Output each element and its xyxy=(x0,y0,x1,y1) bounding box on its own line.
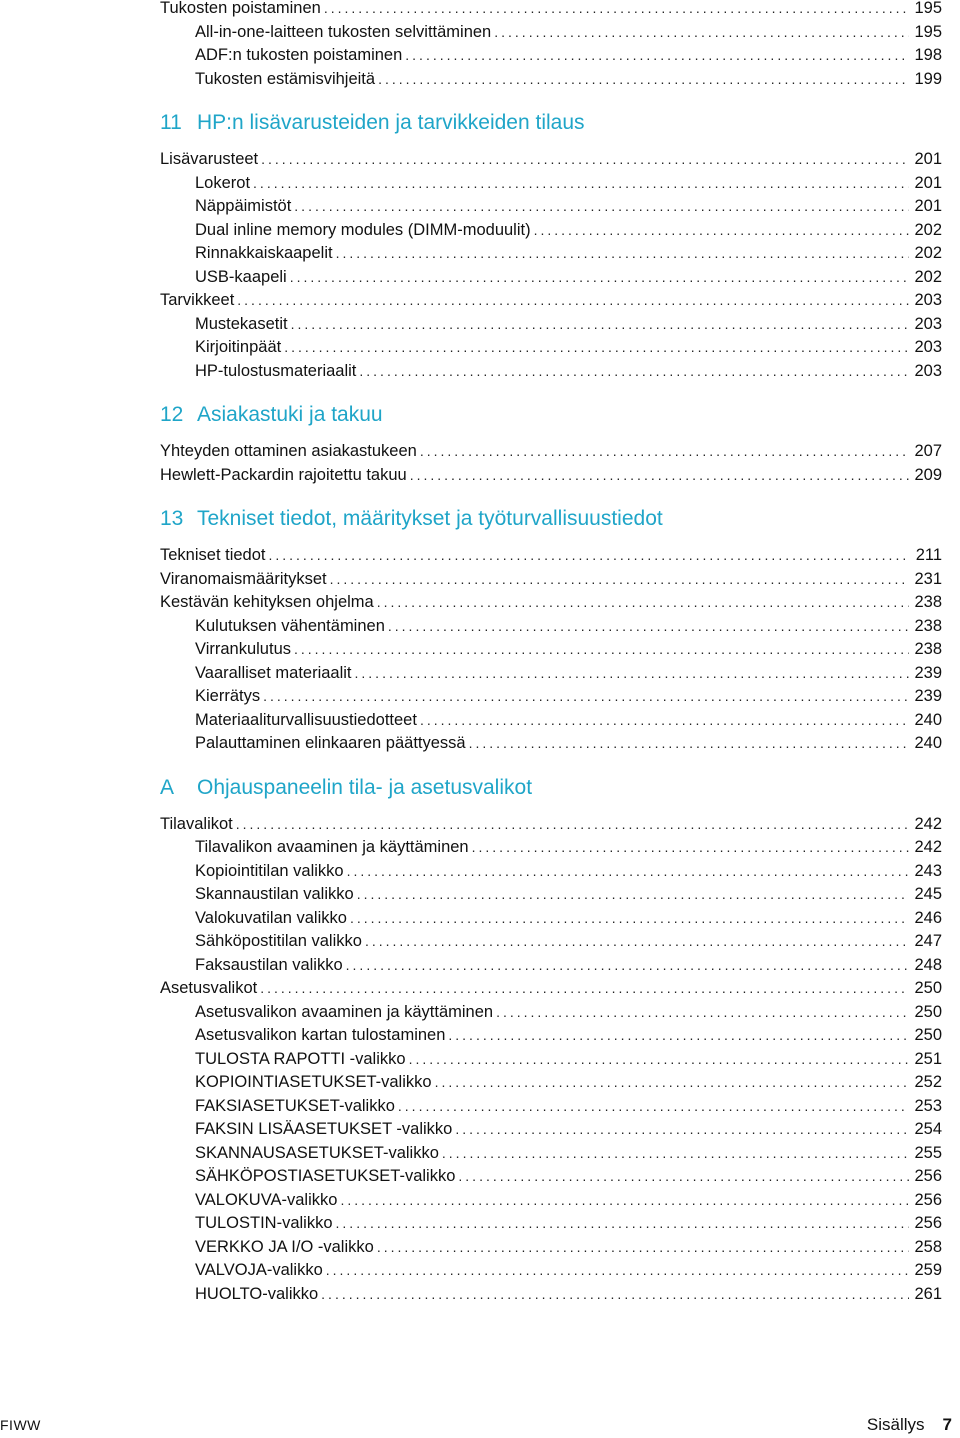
entry-title: Kirjoitinpäät xyxy=(195,338,282,356)
toc-entry[interactable] xyxy=(160,0,942,19)
toc-entry[interactable] xyxy=(160,464,942,486)
entry-title: VERKKO JA I/O -valikko xyxy=(195,1237,374,1256)
entry-page-number: 239 xyxy=(914,663,942,682)
dot-leader xyxy=(294,638,909,660)
toc-subentry[interactable] xyxy=(195,907,942,929)
chapter-title: Asiakastuki ja takuu xyxy=(197,403,383,426)
entry-title: Materiaaliturvallisuustiedotteet xyxy=(195,710,417,729)
toc-subentry[interactable] xyxy=(195,219,942,241)
entry-page-number: 211 xyxy=(915,546,942,564)
toc-subentry[interactable] xyxy=(195,638,942,660)
toc-subentry[interactable] xyxy=(195,1236,942,1258)
entry-title: Asetusvalikon avaaminen ja käyttäminen xyxy=(195,1002,494,1021)
entry-page-number: 238 xyxy=(914,640,942,658)
footer-section-label: Sisällys xyxy=(866,1415,925,1434)
dot-leader xyxy=(357,883,909,905)
dot-leader xyxy=(326,1259,909,1281)
dot-leader xyxy=(458,1165,909,1187)
entry-title: VALOKUVA-valikko xyxy=(195,1190,338,1209)
dot-leader xyxy=(455,1118,909,1140)
entry-title: All-in-one-laitteen tukosten selvittäminen xyxy=(195,22,492,41)
entry-title: Sähköpostitilan valikko xyxy=(195,932,362,950)
dot-leader xyxy=(377,591,909,613)
entry-title: Virrankulutus xyxy=(195,640,291,658)
toc-subentry[interactable] xyxy=(195,685,942,707)
entry-page-number: 201 xyxy=(914,197,942,215)
dot-leader xyxy=(410,464,909,486)
entry-page-number: 239 xyxy=(914,687,942,705)
dot-leader xyxy=(534,219,909,241)
entry-page-number: 199 xyxy=(914,69,942,88)
page-footer xyxy=(0,1413,960,1437)
entry-title: Tukosten poistaminen xyxy=(160,0,321,17)
toc-subentry[interactable] xyxy=(195,954,942,976)
footer-section xyxy=(867,1413,952,1437)
entry-title: Tekniset tiedot xyxy=(160,546,266,564)
dot-leader xyxy=(355,662,909,684)
chapter-heading[interactable] xyxy=(160,773,942,803)
dot-leader xyxy=(291,313,909,335)
dot-leader xyxy=(388,615,909,637)
dot-leader xyxy=(294,195,909,217)
toc-entry[interactable] xyxy=(160,591,942,613)
entry-title: Mustekasetit xyxy=(195,314,288,333)
toc-subentry[interactable] xyxy=(195,68,942,90)
toc-subentry[interactable] xyxy=(195,883,942,905)
entry-title: SKANNAUSASETUKSET-valikko xyxy=(195,1143,439,1162)
dot-leader xyxy=(321,1283,909,1305)
toc-subentry[interactable] xyxy=(195,266,942,288)
toc-subentry[interactable] xyxy=(195,1095,942,1117)
dot-leader xyxy=(494,21,909,43)
entry-title: Kestävän kehityksen ohjelma xyxy=(160,593,374,611)
entry-title: Tarvikkeet xyxy=(160,291,235,309)
dot-leader xyxy=(496,1001,909,1023)
toc-entry[interactable] xyxy=(160,544,942,566)
dot-leader xyxy=(324,0,909,19)
entry-title: Skannaustilan valikko xyxy=(195,885,354,903)
toc-subentry[interactable] xyxy=(195,172,942,194)
entry-title: Valokuvatilan valikko xyxy=(195,908,347,927)
entry-title: Kopiointitilan valikko xyxy=(195,861,344,880)
entry-page-number: 247 xyxy=(914,932,942,950)
entry-page-number: 238 xyxy=(914,593,942,611)
entry-page-number: 203 xyxy=(914,314,942,333)
dot-leader xyxy=(359,360,909,382)
dot-leader xyxy=(435,1071,909,1093)
entry-page-number: 202 xyxy=(914,220,942,239)
dot-leader xyxy=(263,685,909,707)
dot-leader xyxy=(448,1024,909,1046)
dot-leader xyxy=(336,242,909,264)
entry-page-number: 256 xyxy=(914,1190,942,1209)
chapter-number: 13 xyxy=(160,507,184,530)
entry-page-number: 202 xyxy=(914,267,942,286)
entry-title: TULOSTA RAPOTTI -valikko xyxy=(195,1049,406,1068)
dot-leader xyxy=(253,172,909,194)
entry-title: Tilavalikot xyxy=(160,814,233,833)
footer-doc-code: FIWW xyxy=(0,1417,41,1433)
dot-leader xyxy=(409,1048,909,1070)
dot-leader xyxy=(405,44,909,66)
dot-leader xyxy=(442,1142,909,1164)
dot-leader xyxy=(236,813,909,835)
entry-page-number: 250 xyxy=(914,979,942,997)
entry-page-number: 195 xyxy=(914,22,942,41)
entry-page-number: 259 xyxy=(914,1261,942,1279)
entry-page-number: 242 xyxy=(914,814,942,833)
entry-page-number: 251 xyxy=(914,1049,942,1068)
toc-subentry[interactable] xyxy=(195,336,942,358)
toc-subentry[interactable] xyxy=(195,1024,942,1046)
toc-subentry[interactable] xyxy=(195,615,942,637)
toc-subentry[interactable] xyxy=(195,21,942,43)
entry-page-number: 201 xyxy=(914,150,942,168)
entry-title: Kierrätys xyxy=(195,687,261,705)
chapter-heading[interactable] xyxy=(160,108,942,138)
entry-page-number: 245 xyxy=(914,885,942,903)
entry-title: Asetusvalikot xyxy=(160,979,258,997)
entry-page-number: 203 xyxy=(914,361,942,380)
chapter-heading[interactable] xyxy=(160,400,942,430)
entry-page-number: 258 xyxy=(914,1237,942,1256)
toc-entry[interactable] xyxy=(160,977,942,999)
toc-subentry[interactable] xyxy=(195,1283,942,1305)
toc-subentry[interactable] xyxy=(195,860,942,882)
toc-subentry[interactable] xyxy=(195,732,942,754)
dot-leader xyxy=(377,1236,909,1258)
entry-page-number: 202 xyxy=(914,244,942,262)
entry-page-number: 195 xyxy=(914,0,942,17)
footer-page-number: 7 xyxy=(942,1415,952,1434)
dot-leader xyxy=(330,568,909,590)
chapter-title: HP:n lisävarusteiden ja tarvikkeiden tilaus xyxy=(197,111,585,134)
entry-title: FAKSIN LISÄASETUKSET -valikko xyxy=(195,1120,453,1138)
dot-leader xyxy=(365,930,909,952)
dot-leader xyxy=(346,954,909,976)
entry-title: Vaaralliset materiaalit xyxy=(195,663,352,682)
entry-page-number: 256 xyxy=(914,1214,942,1232)
entry-page-number: 242 xyxy=(914,838,942,856)
dot-leader xyxy=(347,860,909,882)
toc-subentry[interactable] xyxy=(195,195,942,217)
toc-subentry[interactable] xyxy=(195,44,942,66)
toc-subentry[interactable] xyxy=(195,836,942,858)
entry-title: VALVOJA-valikko xyxy=(195,1261,323,1279)
entry-title: KOPIOINTIASETUKSET-valikko xyxy=(195,1073,432,1091)
entry-page-number: 261 xyxy=(914,1284,942,1303)
entry-page-number: 209 xyxy=(914,465,942,484)
entry-page-number: 254 xyxy=(914,1120,942,1138)
entry-page-number: 203 xyxy=(914,338,942,356)
entry-title: Lokerot xyxy=(195,173,251,192)
entry-title: Palauttaminen elinkaaren päättyessä xyxy=(195,734,466,752)
entry-page-number: 201 xyxy=(914,173,942,192)
entry-title: Yhteyden ottaminen asiakastukeen xyxy=(160,442,417,460)
entry-title: Tukosten estämisvihjeitä xyxy=(195,69,376,88)
toc-entry[interactable] xyxy=(160,148,942,170)
entry-page-number: 246 xyxy=(914,908,942,927)
entry-title: FAKSIASETUKSET-valikko xyxy=(195,1096,395,1115)
entry-page-number: 198 xyxy=(914,46,942,64)
entry-title: SÄHKÖPOSTIASETUKSET-valikko xyxy=(195,1167,456,1185)
dot-leader xyxy=(472,836,909,858)
toc-entry[interactable] xyxy=(160,568,942,590)
entry-page-number: 231 xyxy=(914,569,942,588)
chapter-heading[interactable] xyxy=(160,504,942,534)
dot-leader xyxy=(261,148,909,170)
entry-title: TULOSTIN-valikko xyxy=(195,1214,333,1232)
entry-page-number: 203 xyxy=(914,291,942,309)
entry-page-number: 250 xyxy=(914,1026,942,1044)
toc-subentry[interactable] xyxy=(195,242,942,264)
entry-title: Näppäimistöt xyxy=(195,197,292,215)
entry-title: Rinnakkaiskaapelit xyxy=(195,244,333,262)
entry-title: HP-tulostusmateriaalit xyxy=(195,361,357,380)
entry-page-number: 243 xyxy=(914,861,942,880)
toc-subentry[interactable] xyxy=(195,1118,942,1140)
dot-leader xyxy=(469,732,909,754)
toc-subentry[interactable] xyxy=(195,1165,942,1187)
dot-leader xyxy=(260,977,909,999)
dot-leader xyxy=(340,1189,909,1211)
entry-title: Viranomaismääritykset xyxy=(160,569,327,588)
entry-page-number: 240 xyxy=(914,734,942,752)
toc-subentry[interactable] xyxy=(195,1259,942,1281)
chapter-title: Tekniset tiedot, määritykset ja työturvallisuustiedot xyxy=(197,507,663,530)
entry-title: Faksaustilan valikko xyxy=(195,955,343,974)
entry-page-number: 207 xyxy=(914,442,942,460)
toc-entry[interactable] xyxy=(160,813,942,835)
toc-subentry[interactable] xyxy=(195,1142,942,1164)
dot-leader xyxy=(290,266,909,288)
toc-subentry[interactable] xyxy=(195,930,942,952)
dot-leader xyxy=(268,544,909,566)
entry-title: Dual inline memory modules (DIMM-moduulit) xyxy=(195,220,531,239)
entry-page-number: 252 xyxy=(914,1073,942,1091)
toc-subentry[interactable] xyxy=(195,313,942,335)
chapter-number: 11 xyxy=(160,111,182,134)
toc-subentry[interactable] xyxy=(195,1212,942,1234)
toc-subentry[interactable] xyxy=(195,1001,942,1023)
toc-subentry[interactable] xyxy=(195,662,942,684)
toc-entry[interactable] xyxy=(160,440,942,462)
entry-page-number: 238 xyxy=(914,616,942,635)
entry-title: Lisävarusteet xyxy=(160,150,259,168)
toc-subentry[interactable] xyxy=(195,709,942,731)
dot-leader xyxy=(420,440,909,462)
entry-page-number: 240 xyxy=(914,710,942,729)
entry-title: Tilavalikon avaaminen ja käyttäminen xyxy=(195,838,469,856)
chapter-number: A xyxy=(160,775,175,799)
toc-subentry[interactable] xyxy=(195,1048,942,1070)
toc-entry[interactable] xyxy=(160,289,942,311)
dot-leader xyxy=(336,1212,909,1234)
entry-page-number: 255 xyxy=(914,1143,942,1162)
entry-page-number: 253 xyxy=(914,1096,942,1115)
entry-title: USB-kaapeli xyxy=(195,267,287,286)
toc-subentry[interactable] xyxy=(195,1189,942,1211)
toc-subentry[interactable] xyxy=(195,1071,942,1093)
entry-page-number: 250 xyxy=(914,1002,942,1021)
dot-leader xyxy=(350,907,909,929)
chapter-title: Ohjauspaneelin tila- ja asetusvalikot xyxy=(197,775,533,799)
dot-leader xyxy=(420,709,909,731)
entry-title: ADF:n tukosten poistaminen xyxy=(195,46,403,64)
toc-subentry[interactable] xyxy=(195,360,942,382)
entry-title: HUOLTO-valikko xyxy=(195,1284,319,1303)
entry-page-number: 256 xyxy=(914,1167,942,1185)
dot-leader xyxy=(284,336,909,358)
entry-page-number: 248 xyxy=(914,955,942,974)
dot-leader xyxy=(398,1095,909,1117)
entry-title: Kulutuksen vähentäminen xyxy=(195,616,385,635)
dot-leader xyxy=(237,289,909,311)
chapter-number: 12 xyxy=(160,403,184,426)
entry-title: Hewlett-Packardin rajoitettu takuu xyxy=(160,465,407,484)
dot-leader xyxy=(378,68,909,90)
entry-title: Asetusvalikon kartan tulostaminen xyxy=(195,1026,446,1044)
